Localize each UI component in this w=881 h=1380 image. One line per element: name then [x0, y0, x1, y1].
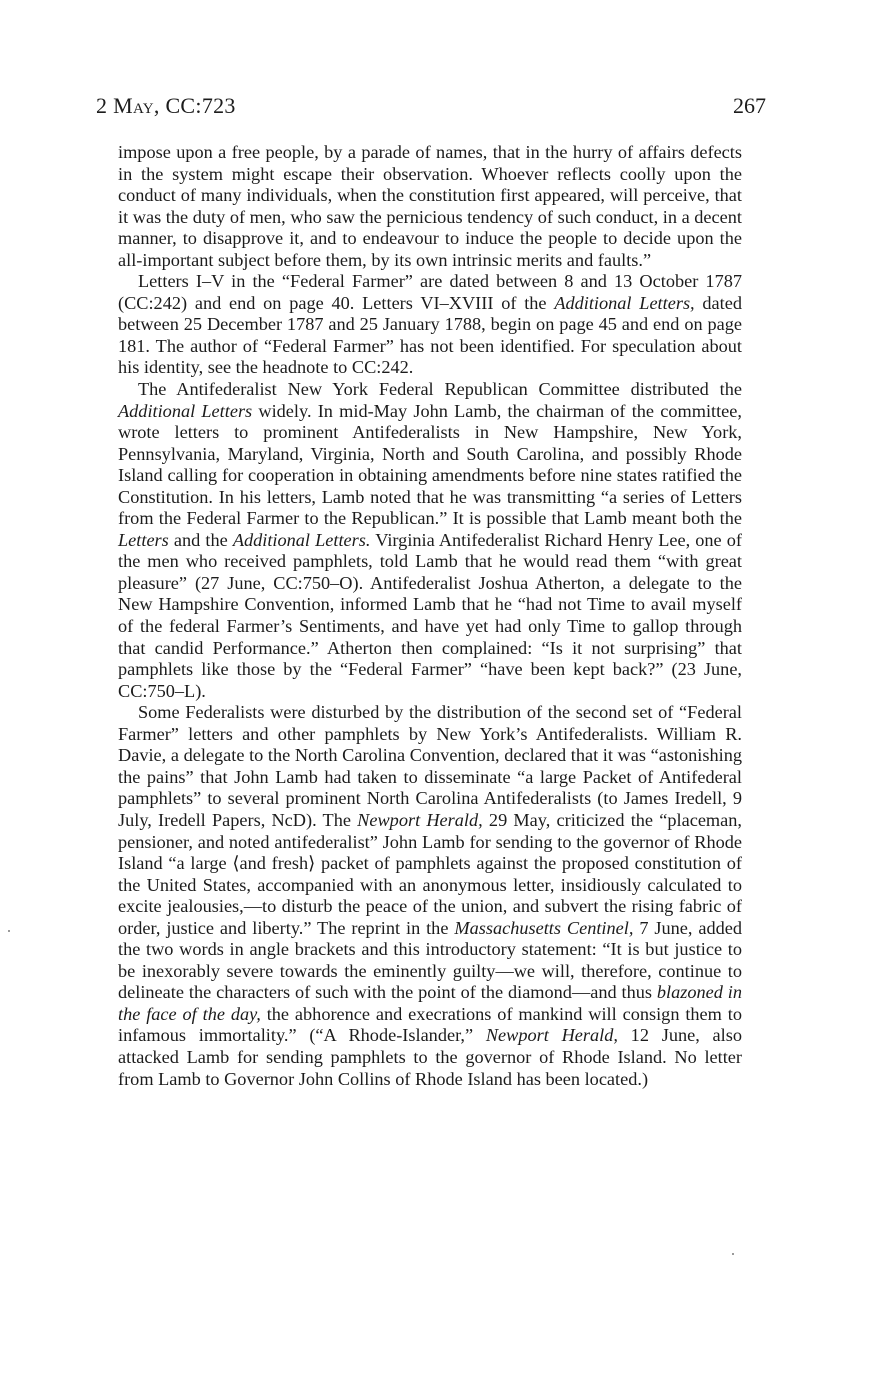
text-run: widely. In mid-May John Lamb, the chairman of the committee, wrote letters to prominent Antifederalists in New Hampshire, New York, Pennsylvania, Maryland, Virginia, North and South Carolina, and possibly Rhode Island calling for cooperation in obtaining amendments before nine states ratified the Constitution. In his letters, Lamb noted that he was transmitting “a series of Letters from the Federal Farmer to the Republican.” It is possible that Lamb meant both the: [118, 400, 742, 529]
text-run: The Antifederalist New York Federal Republican Committee distributed the: [138, 379, 742, 400]
paragraph: [118, 379, 742, 702]
text-run: 7 June, added the two words in angle brackets and this introductory statement: “It is but justice to be inexorably severe towards the eminently guilty—we will, therefore, continue to delineate the characters of such with the point of the diamond—and thus: [118, 917, 743, 1003]
italic-text: Newport Herald,: [485, 1025, 618, 1046]
head-date: 2: [96, 93, 114, 118]
head-citation: , CC:723: [153, 93, 236, 118]
text-run: dated between 25 December 1787 and 25 January 1788, begin on page 45 and end on page 181. The author of “Federal Farmer” has not been identified. For speculation about his identity, see the headnote to CC:242.: [118, 292, 742, 378]
text-run: impose upon a free people, by a parade of names, that in the hurry of affairs defects in the system might escape their observation. Whoever reflects coolly upon the conduct of many individuals, when the constitution first appeared, will perceive, that it was the duty of men, who saw the pernicious tendency of such conduct, in a decent manner, to disapprove it, and to endeavour to induce the people to decide upon the all-important subject before them, by its own intrinsic merits and faults.”: [118, 142, 742, 270]
head-month: May: [113, 93, 154, 118]
text-run: Virginia Antifederalist Richard Henry Lee, one of the men who received pamphlets, told Lamb that he would read them “with great pleasure” (27 June, CC:750–O). Antifederalist Joshua Atherton, a delegate to the New Hampshire Convention, informed Lamb that he “had not Time to avail myself of the federal Farmer’s Sentiments, and have yet had only Time to gallop through that candid Performance.” Atherton then complained: “Is it not surprising” that pamphlets like those by the “Federal Farmer” “have been kept back?” (23 June, CC:750–L).: [118, 529, 742, 701]
italic-text: Additional Letters,: [554, 292, 695, 313]
italic-text: blazoned in the face of the day,: [118, 982, 742, 1024]
scan-speck: [732, 1253, 734, 1255]
paragraph: [118, 142, 742, 271]
running-head-citation: [96, 93, 236, 119]
text-run: and the: [168, 529, 233, 550]
text-run: 12 June, also attacked Lamb for sending pamphlets to the governor of Rhode Island. No letter from Lamb to Governor John Collins of Rhode Island has been located.): [118, 1025, 742, 1089]
italic-text: Additional Letters.: [232, 529, 371, 550]
italic-text: Massachusetts Centinel,: [454, 917, 634, 938]
page-number: 267: [733, 93, 766, 118]
italic-text: Additional Letters: [118, 400, 253, 421]
body-text: [118, 142, 742, 1090]
paragraph: [118, 271, 742, 379]
italic-text: Newport Herald,: [357, 809, 483, 830]
paragraph: [118, 702, 742, 1090]
text-run: Letters I–V in the “Federal Farmer” are dated between 8 and 13 October 1787 (CC:242) and end on page 40. Letters VI–XVIII of the: [118, 271, 742, 313]
running-head: [96, 93, 766, 125]
text-run: the abhorence and execrations of mankind will consign them to infamous immortality.” (“A Rhode-Islander,”: [118, 1003, 742, 1046]
text-run: Some Federalists were disturbed by the distribution of the second set of “Federal Farmer” letters and other pamphlets by New York’s Antifederalists. William R. Davie, a delegate to the North Carolina Convention, declared that it was “astonishing the pains” that John Lamb had taken to disseminate “a large Packet of Antifederal pamphlets” to several prominent North Carolina Antifederalists (to James Iredell, 9 July, Iredell Papers, NcD). The: [118, 702, 742, 830]
italic-text: Letters: [118, 529, 169, 550]
scan-speck: [8, 930, 10, 932]
text-run: 29 May, criticized the “placeman, pensioner, and noted antifederalist” John Lamb for sending to the governor of Rhode Island “a large ⟨and fresh⟩ packet of pamphlets against the proposed constitution of the United States, accompanied with an anonymous letter, insidiously calculated to excite jealousies,—to disturb the peace of the union, and subvert the rising fabric of order, justice and liberty.” The reprint in the: [118, 809, 742, 938]
